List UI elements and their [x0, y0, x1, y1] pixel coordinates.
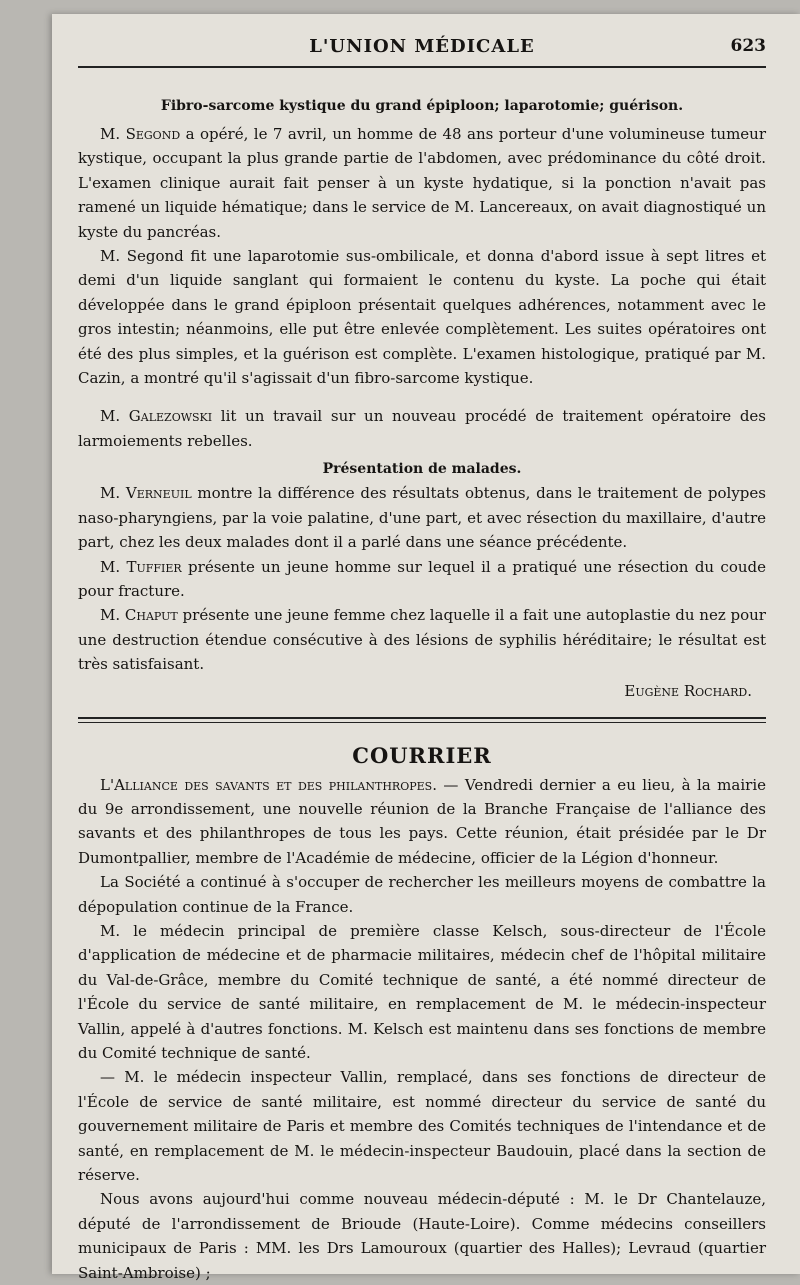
person-name: Chaput [124, 606, 178, 625]
paragraph: Nous avons aujourd'hui comme nouveau médecin-député : M. le Dr Chantelauze, député de l'arrondissement de Brioude (Haute-Loire). Comme médecins conseillers municipaux de Paris : MM. les Drs Lamouroux (quartier des Halles); Levraud (quartier Saint-Ambroise) ; [78, 1190, 766, 1282]
paragraph-text: présente une jeune femme chez laquelle il a fait une autoplastie du nez pour une destruction étendue consécutive à des lésions de syphilis héréditaire; le résultat est très satisfaisant. [78, 606, 766, 674]
paragraph: M. Chaput présente une jeune femme chez laquelle il a fait une autoplastie du nez pour une destruction étendue consécutive à des lésions de syphilis héréditaire; le résultat est très satisfaisant. [78, 606, 766, 674]
paragraph: M. Galezowski lit un travail sur un nouveau procédé de traitement opératoire des larmoiements rebelles. [78, 407, 766, 450]
section-title: COURRIER [352, 742, 492, 768]
paragraph-text: — Vendredi dernier a eu lieu, à la mairie du 9e arrondissement, une nouvelle réunion de la Branche Française de l'alliance des savants et des philanthropes de tous les pays. Cette réunion, était présidée par le Dr Dumontpallier, membre de l'Académie de médecine, officier de la Légion d'honneur. [78, 775, 766, 867]
section-divider [78, 717, 766, 723]
page-header [78, 14, 766, 68]
section-heading: Présentation de malades. [322, 461, 522, 478]
paragraph: M. le médecin principal de première classe Kelsch, sous-directeur de l'École d'application de médecine et de pharmacie militaires, médecin chef de l'hôpital militaire du Val-de-Grâce, membre du Comité technique de santé, a été nommé directeur de l'École du service de santé militaire, en remplacement de M. le médecin-inspecteur Vallin, appelé à d'autres fonctions. M. Kelsch est maintenu dans ses fonctions de membre du Comité technique de santé. [78, 921, 766, 1062]
paragraph: M. Segond a opéré, le 7 avril, un homme de 48 ans porteur d'une volumineuse tumeur kystique, occupant la plus grande partie de l'abdomen, avec prédominance du côté droit. L'examen clinique aurait fait penser à un kyste hydatique, si la ponction n'avait pas ramené un liquide hématique; dans le service de M. Lancereaux, on avait diagnostiqué un kyste du pancréas. [78, 125, 767, 241]
running-head: L'UNION MÉDICALE [309, 36, 535, 57]
paragraph: M. Verneuil montre la différence des résultats obtenus, dans le traitement de polypes naso-pharyngiens, par la voie palatine, d'une part, et avec résection du maxillaire, d'autre part, chez les deux malades dont il a parlé dans une séance précédente. [78, 484, 766, 552]
page-number: 623 [730, 36, 766, 56]
author-signature: Eugène Rochard. [624, 681, 752, 700]
paragraph-text: présente un jeune homme sur lequel il a pratiqué une résection du coude pour fracture. [78, 557, 766, 600]
person-name: Galezowski [128, 407, 213, 426]
paragraph: — M. le médecin inspecteur Vallin, remplacé, dans ses fonctions de directeur de l'École de service de santé militaire, est nommé directeur du service de santé du gouvernement militaire de Paris et membre des Comités techniques de l'intendance et de santé, en remplacement de M. le médecin-inspecteur Baudouin, placé dans la section de réserve. [78, 1068, 766, 1185]
document-page [52, 14, 800, 1282]
person-name: Segond [125, 125, 181, 143]
paragraph-text: montre la différence des résultats obtenus, dans le traitement de polypes naso-pharyngiens, par la voie palatine, d'une part, et avec résection du maxillaire, d'autre part, chez les deux malades dont il a parlé dans une séance précédente. [78, 484, 766, 552]
person-name: Tuffier [126, 557, 182, 576]
paragraph: M. Segond fit une laparotomie sus-ombilicale, et donna d'abord issue à sept litres et demi d'un liquide sanglant qui formaient le contenu du kyste. La poche qui était développée dans le grand épiploon présentait quelques adhérences, notamment avec le gros intestin; néanmoins, elle put être enlevée complètement. Les suites opératoires ont été des plus simples, et la guérison est complète. L'examen histologique, pratiqué par M. Cazin, a montré qu'il s'agissait d'un fibro-sarcome kystique. [78, 247, 766, 388]
paragraph [78, 773, 766, 871]
paragraph: La Société a continué à s'occuper de rechercher les meilleurs moyens de combattre la dépopulation continue de la France. [78, 873, 766, 916]
page-content [78, 14, 766, 1285]
article-title: Fibro-sarcome kystique du grand épiploon; laparotomie; guérison. [160, 98, 684, 114]
lead-heading: L'Alliance des savants et des philanthropes. [100, 775, 437, 794]
paragraph: M. Tuffier présente un jeune homme sur lequel il a pratiqué une résection du coude pour fracture. [78, 557, 766, 600]
paragraph-text: lit un travail sur un nouveau procédé de traitement opératoire des larmoiements rebelles. [78, 407, 766, 450]
person-name: Verneuil [125, 484, 192, 503]
paragraph-text: a opéré, le 7 avril, un homme de 48 ans porteur d'une volumineuse tumeur kystique, occupant la plus grande partie de l'abdomen, avec prédominance du côté droit. L'examen clinique aurait fait penser à un kyste hydatique, si la ponction n'avait pas ramené un liquide hématique; dans le service de M. Lancereaux, on avait diagnostiqué un kyste du pancréas. [78, 125, 767, 241]
